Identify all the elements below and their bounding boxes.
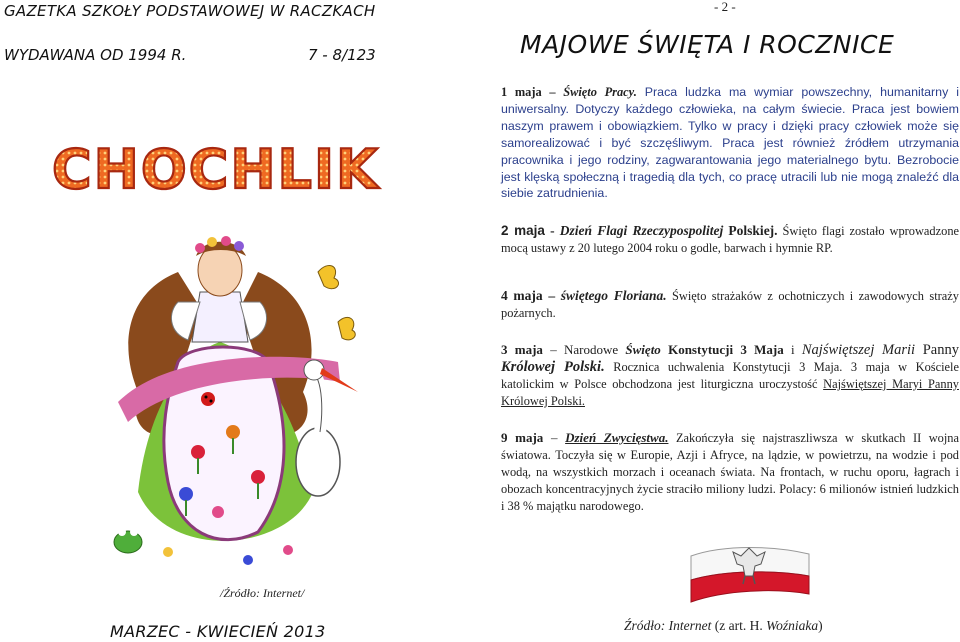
dash: -: [544, 223, 560, 238]
source-author: Woźniaka: [766, 618, 819, 633]
name-f: Królowej Polski.: [501, 358, 605, 375]
holiday-name: świętego Floriana.: [560, 288, 667, 303]
dash: –: [543, 430, 566, 445]
text-source-credit: [624, 618, 823, 634]
body-text: Praca ludzka ma wymiar powszechny, humanitarny i uniwersalny. Dotyczy każdego człowieka, na całym świecie. Praca jest bowiem naszym prawem i obowiązkiem. Tylko w pracy i dzięki pracy człowiek może się samorealizować i być szczęśliwym. Praca jest również źródłem utrzymania pracownika i jego rodziny, zagwarantowania jego materialnego bytu. Bezrobocie jest klęską społeczną i tragedią dla tych, co pracę utracili lub nie mogą znaleźć dla siebie zatrudnienia.: [501, 85, 960, 201]
page-number: - 2 -: [714, 0, 736, 14]
published-since: WYDAWANA OD 1994 R.: [4, 46, 187, 64]
paragraph-may-9: [501, 430, 959, 515]
holiday-name: Dzień Flagi Rzeczypospolitej: [559, 223, 724, 238]
name-c: Konstytucji 3 Maja: [660, 342, 784, 357]
paragraph-may-1: [501, 84, 959, 202]
name-d: Najświętszej Marii: [801, 342, 916, 358]
date: 4 maja: [501, 288, 543, 303]
issue-date-footer: MARZEC - KWIECIEŃ 2013: [110, 622, 326, 641]
date: 9 maja: [501, 430, 544, 445]
name-a: Narodowe: [563, 342, 626, 357]
source-label: Źródło: Internet: [624, 618, 712, 633]
image-source-credit: /Źródło: Internet/: [220, 586, 305, 600]
name-e: Panny: [915, 342, 959, 358]
brand-text: CHOCHLIK: [52, 138, 380, 198]
polish-flag-illustration: [685, 542, 815, 604]
holiday-name-2: Polskiej.: [723, 223, 778, 238]
source-paren-close: ): [818, 618, 823, 633]
conj: i: [783, 342, 802, 357]
date: 2 maja: [501, 223, 545, 238]
holiday-name: Święto Pracy.: [563, 85, 637, 99]
body-text: Rocznica uchwalenia Konstytucji 3 Maja. 3 maja w Kościele katolickim w Polsce obchodzona jest liturgiczna uroczystość: [501, 359, 959, 391]
body-text: Święto flagi zostało wprowadzone mocą ustawy z 20 lutego 2004 roku o godle, barwach i hymnie RP.: [501, 224, 960, 255]
paragraph-may-4: [501, 288, 959, 322]
link-text: Najświętszej Maryi Panny Królowej Polski.: [501, 376, 959, 408]
chochlik-logo: [48, 138, 408, 198]
school-header: GAZETKA SZKOŁY PODSTAWOWEJ W RACZKACH: [4, 2, 376, 20]
dash: –: [541, 85, 564, 99]
source-paren-open: (z art. H.: [711, 618, 767, 633]
body-text: Święto strażaków z ochotniczych i zawodowych straży pożarnych.: [501, 289, 959, 320]
girl-with-stork-illustration: [108, 232, 378, 582]
date: 3 maja: [501, 342, 543, 357]
holiday-name: Dzień Zwycięstwa.: [565, 430, 669, 445]
paragraph-may-3: [501, 342, 959, 410]
name-b: Święto: [625, 342, 661, 357]
paragraph-may-2: [501, 223, 959, 257]
body-text: Zakończyła się najstraszliwsza w skutkach II wojna światowa. Toczyła się w Europie, Azji i Afryce, na lądzie, w powietrzu, na wodzie i pod wodą, na wszystkich morzach i oceanach świata. Na frontach, w ruchu oporu, łagrach i obozach koncentracyjnych życie straciło miliony ludzi. Polacy: 6 milionów istnień ludzkich i 38 % majątku narodowego.: [501, 431, 959, 513]
issue-number: 7 - 8/123: [308, 46, 376, 64]
date: 1 maja: [501, 85, 542, 99]
section-title: MAJOWE ŚWIĘTA I ROCZNICE: [520, 30, 895, 59]
dash: –: [542, 342, 564, 357]
dash: –: [542, 288, 561, 303]
